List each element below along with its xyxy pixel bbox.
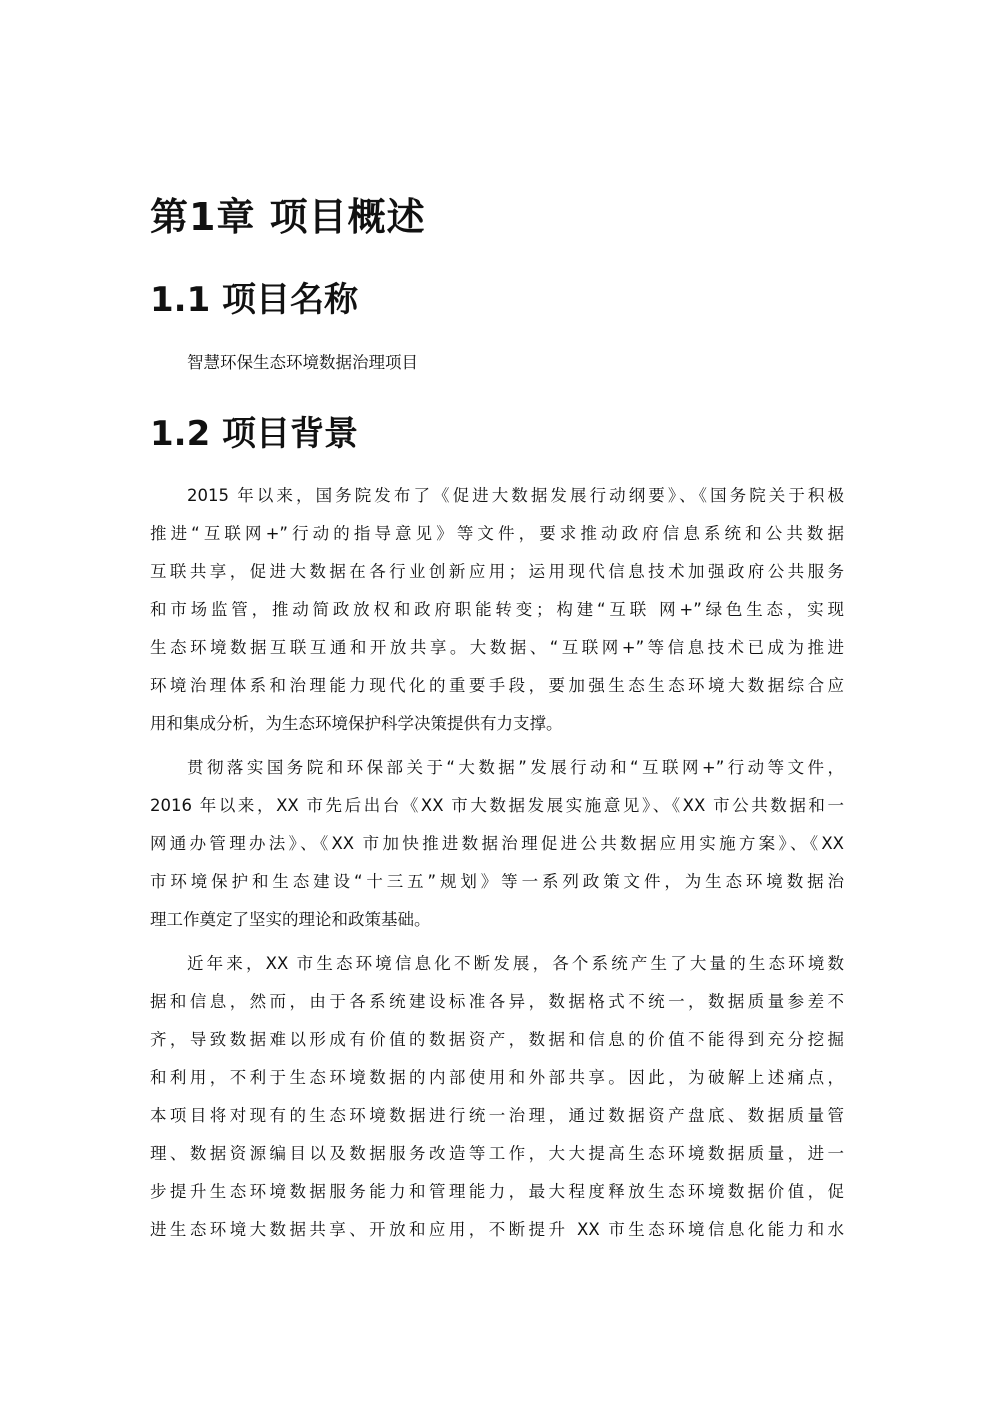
- paragraph-line: 2015 年以来，国务院发布了《促进大数据发展行动纲要》、《国务院关于积极: [187, 486, 844, 505]
- section-title-text: 项目背景: [222, 414, 358, 454]
- paragraph-line: 贯彻落实国务院和环保部关于“大数据”发展行动和“互联网+”行动等文件，: [187, 758, 844, 777]
- paragraph-line: 网通办管理办法》、《XX 市加快推进数据治理促进公共数据应用实施方案》、《XX: [150, 834, 844, 853]
- paragraph-line: 和利用，不利于生态环境数据的内部使用和外部共享。因此，为破解上述痛点，: [150, 1068, 844, 1087]
- paragraph-line: 推进“互联网+”行动的指导意见》等文件，要求推动政府信息系统和公共数据: [150, 524, 844, 543]
- paragraph-line: 步提升生态环境数据服务能力和管理能力，最大程度释放生态环境数据价值，促: [150, 1182, 844, 1201]
- paragraph-line: 用和集成分析，为生态环境保护科学决策提供有力支撑。: [150, 714, 563, 733]
- background-paragraph-2: [150, 749, 844, 939]
- project-name-text: 智慧环保生态环境数据治理项目: [187, 353, 418, 372]
- section-heading-1-2: [150, 406, 358, 455]
- paragraph-line: 本项目将对现有的生态环境数据进行统一治理，通过数据资产盘底、数据质量管: [150, 1106, 844, 1125]
- paragraph-line: 生态环境数据互联互通和开放共享。大数据、“互联网+”等信息技术已成为推进: [150, 638, 844, 657]
- paragraph-line: 齐，导致数据难以形成有价值的数据资产，数据和信息的价值不能得到充分挖掘: [150, 1030, 844, 1049]
- paragraph-line: 进生态环境大数据共享、开放和应用，不断提升 XX 市生态环境信息化能力和水: [150, 1220, 844, 1239]
- paragraph-line: 理工作奠定了坚实的理论和政策基础。: [150, 910, 431, 929]
- background-paragraph-1: [150, 477, 844, 743]
- chapter-title: 第1章 项目概述: [150, 195, 426, 239]
- paragraph-line: 据和信息，然而，由于各系统建设标准各异，数据格式不统一，数据质量参差不: [150, 992, 844, 1011]
- paragraph-line: 市环境保护和生态建设“十三五”规划》等一系列政策文件，为生态环境数据治: [150, 872, 844, 891]
- section-number: 1.2: [150, 414, 211, 454]
- section-number: 1.1: [150, 280, 211, 320]
- paragraph-line: 近年来，XX 市生态环境信息化不断发展，各个系统产生了大量的生态环境数: [187, 954, 844, 973]
- paragraph-line: 2016 年以来，XX 市先后出台《XX 市大数据发展实施意见》、《XX 市公共数据和一: [150, 796, 844, 815]
- background-paragraph-3: [150, 945, 844, 1249]
- section-title-text: 项目名称: [222, 280, 358, 320]
- paragraph-line: 互联共享，促进大数据在各行业创新应用；运用现代信息技术加强政府公共服务: [150, 562, 844, 581]
- paragraph-line: 和市场监管，推动简政放权和政府职能转变；构建“互联 网+”绿色生态，实现: [150, 600, 844, 619]
- paragraph-line: 理、数据资源编目以及数据服务改造等工作，大大提高生态环境数据质量，进一: [150, 1144, 844, 1163]
- section-heading-1-1: [150, 272, 358, 321]
- paragraph-line: 环境治理体系和治理能力现代化的重要手段，要加强生态生态环境大数据综合应: [150, 676, 844, 695]
